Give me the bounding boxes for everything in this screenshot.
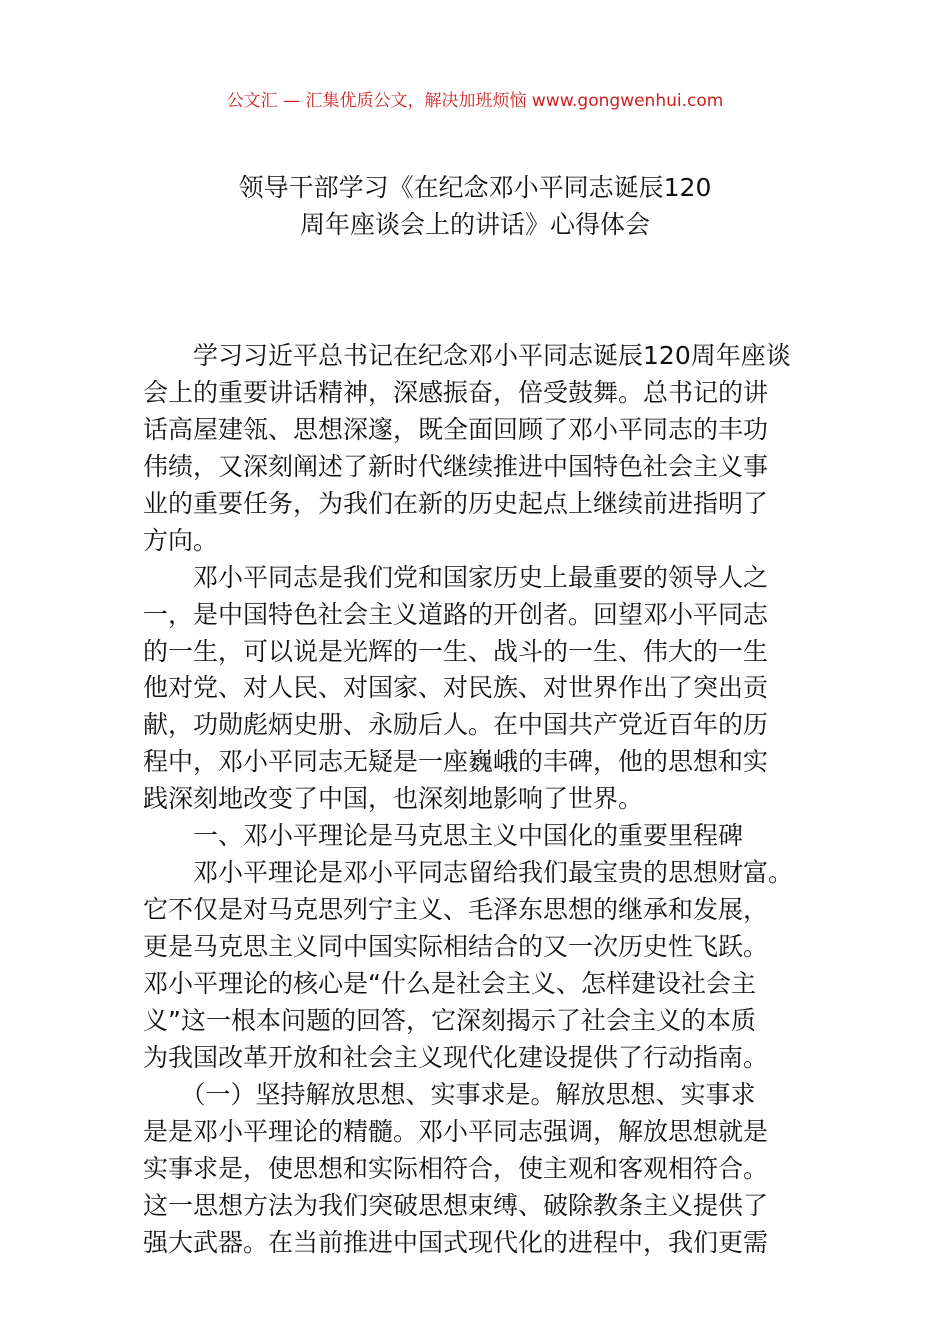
body-line: 它不仅是对马克思列宁主义、毛泽东思想的继承和发展，	[143, 895, 769, 925]
body-line: 学习习近平总书记在纪念邓小平同志诞辰120周年座谈	[143, 341, 791, 370]
document-body	[143, 338, 808, 1261]
body-line: 程中，邓小平同志无疑是一座巍峨的丰碑，他的思想和实	[143, 747, 769, 777]
body-line: 是是邓小平理论的精髓。邓小平同志强调，解放思想就是	[143, 1116, 769, 1146]
body-line: 会上的重要讲话精神，深感振奋，倍受鼓舞。总书记的讲	[143, 377, 769, 407]
body-line: 邓小平同志是我们党和国家历史上最重要的领导人之	[143, 562, 769, 592]
body-line: 强大武器。在当前推进中国式现代化的进程中，我们更需	[143, 1227, 769, 1257]
body-line: 为我国改革开放和社会主义现代化建设提供了行动指南。	[143, 1042, 769, 1072]
body-line: 的一生，可以说是光辉的一生、战斗的一生、伟大的一生	[143, 636, 769, 666]
body-line: 伟绩，又深刻阐述了新时代继续推进中国特色社会主义事	[143, 451, 769, 481]
title-line-2: 周年座谈会上的讲话》心得体会	[299, 209, 650, 239]
body-line: 献，功勋彪炳史册、永励后人。在中国共产党近百年的历	[143, 710, 769, 740]
subsection-line: （一）坚持解放思想、实事求是。解放思想、实事求	[143, 1079, 756, 1109]
body-line: 他对党、对人民、对国家、对民族、对世界作出了突出贡	[143, 673, 769, 703]
site-header-banner: 公文汇 — 汇集优质公文，解决加班烦恼 www.gongwenhui.com	[226, 91, 724, 111]
body-line: 义”这一根本问题的回答，它深刻揭示了社会主义的本质	[143, 1005, 756, 1035]
body-line: 业的重要任务，为我们在新的历史起点上继续前进指明了	[143, 488, 769, 518]
body-line: 实事求是，使思想和实际相符合，使主观和客观相符合。	[143, 1153, 769, 1183]
body-line: 践深刻地改变了中国，也深刻地影响了世界。	[143, 784, 644, 814]
body-line: 话高屋建瓴、思想深邃，既全面回顾了邓小平同志的丰功	[143, 414, 769, 444]
body-line: 更是马克思主义同中国实际相结合的又一次历史性飞跃。	[143, 932, 769, 961]
document-title	[130, 170, 820, 244]
section-heading: 一、邓小平理论是马克思主义中国化的重要里程碑	[143, 821, 744, 851]
body-line: 邓小平理论的核心是“什么是社会主义、怎样建设社会主	[143, 968, 756, 998]
body-line: 方向。	[143, 525, 219, 555]
title-line-1: 领导干部学习《在纪念邓小平同志诞辰120	[238, 173, 712, 202]
body-line: 一，是中国特色社会主义道路的开创者。回望邓小平同志	[143, 599, 769, 629]
body-line: 这一思想方法为我们突破思想束缚、破除教条主义提供了	[143, 1190, 769, 1220]
body-line: 邓小平理论是邓小平同志留给我们最宝贵的思想财富。	[143, 858, 794, 888]
